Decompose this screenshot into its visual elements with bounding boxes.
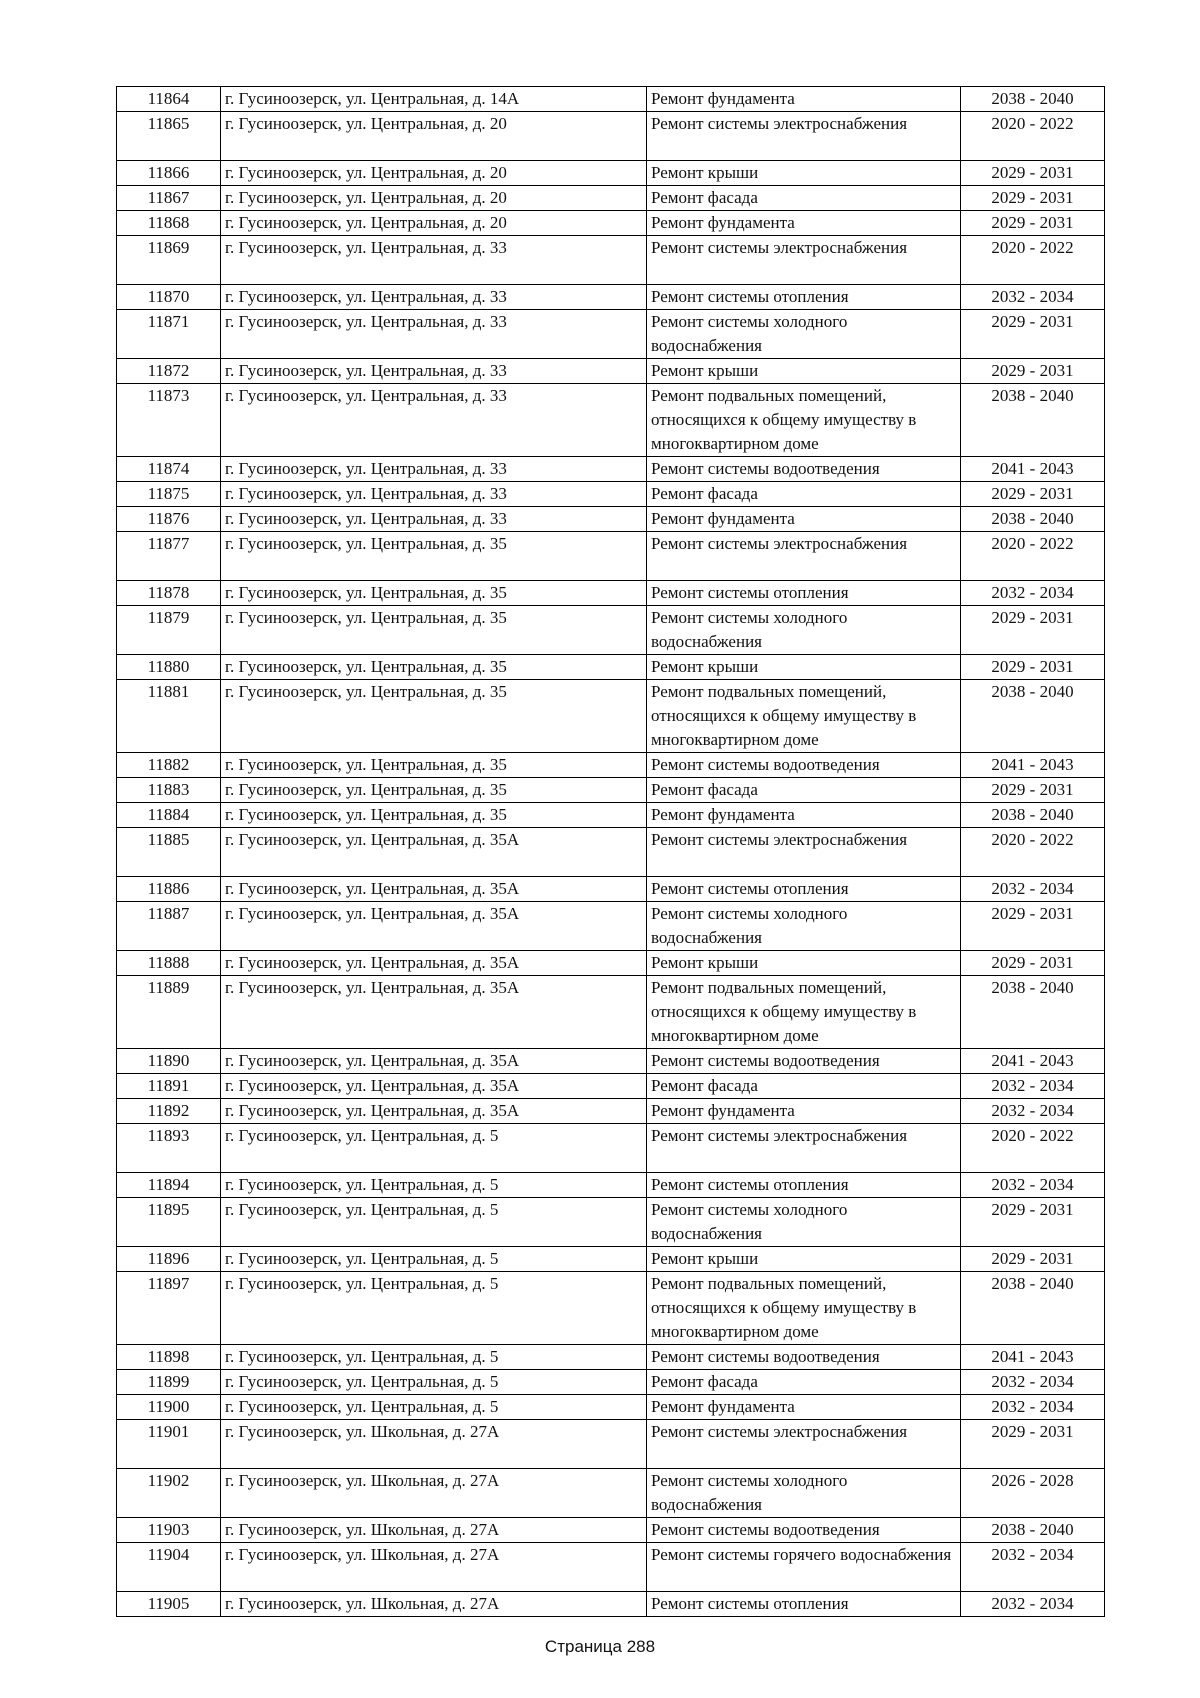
- address-cell: г. Гусиноозерск, ул. Центральная, д. 35: [221, 803, 647, 828]
- years-cell: 2038 - 2040: [961, 1518, 1105, 1543]
- address-cell: г. Гусиноозерск, ул. Центральная, д. 33: [221, 507, 647, 532]
- address-cell: г. Гусиноозерск, ул. Школьная, д. 27А: [221, 1543, 647, 1592]
- years-cell: 2029 - 2031: [961, 902, 1105, 951]
- row-number-cell: 11879: [117, 606, 221, 655]
- years-cell: 2041 - 2043: [961, 1049, 1105, 1074]
- table-row: [117, 1543, 1105, 1592]
- address-cell: г. Гусиноозерск, ул. Школьная, д. 27А: [221, 1518, 647, 1543]
- table-row: [117, 902, 1105, 951]
- work-type-cell: Ремонт системы холодного водоснабжения: [647, 606, 961, 655]
- table-row: [117, 655, 1105, 680]
- work-type-cell: Ремонт системы водоотведения: [647, 1518, 961, 1543]
- table-row: [117, 1049, 1105, 1074]
- table-row: [117, 211, 1105, 236]
- table-row: [117, 384, 1105, 457]
- address-cell: г. Гусиноозерск, ул. Центральная, д. 33: [221, 482, 647, 507]
- work-type-cell: Ремонт системы водоотведения: [647, 1049, 961, 1074]
- work-type-cell: Ремонт системы горячего водоснабжения: [647, 1543, 961, 1592]
- address-cell: г. Гусиноозерск, ул. Школьная, д. 27А: [221, 1420, 647, 1469]
- row-number-cell: 11878: [117, 581, 221, 606]
- work-type-cell: Ремонт фундамента: [647, 87, 961, 112]
- table-row: [117, 1469, 1105, 1518]
- table-row: [117, 1099, 1105, 1124]
- address-cell: г. Гусиноозерск, ул. Центральная, д. 5: [221, 1124, 647, 1173]
- work-type-cell: Ремонт фасада: [647, 778, 961, 803]
- row-number-cell: 11889: [117, 976, 221, 1049]
- address-cell: г. Гусиноозерск, ул. Центральная, д. 35: [221, 778, 647, 803]
- row-number-cell: 11899: [117, 1370, 221, 1395]
- row-number-cell: 11883: [117, 778, 221, 803]
- address-cell: г. Гусиноозерск, ул. Центральная, д. 35: [221, 606, 647, 655]
- years-cell: 2038 - 2040: [961, 384, 1105, 457]
- row-number-cell: 11877: [117, 532, 221, 581]
- years-cell: 2029 - 2031: [961, 951, 1105, 976]
- work-type-cell: Ремонт подвальных помещений, относящихся к общему имуществу в многоквартирном доме: [647, 384, 961, 457]
- table-row: [117, 359, 1105, 384]
- page-number: Страница 288: [544, 1637, 656, 1656]
- work-type-cell: Ремонт фасада: [647, 186, 961, 211]
- years-cell: 2029 - 2031: [961, 778, 1105, 803]
- table-row: [117, 1074, 1105, 1099]
- row-number-cell: 11885: [117, 828, 221, 877]
- years-cell: 2029 - 2031: [961, 186, 1105, 211]
- row-number-cell: 11886: [117, 877, 221, 902]
- work-type-cell: Ремонт системы отопления: [647, 1173, 961, 1198]
- table-row: [117, 1395, 1105, 1420]
- address-cell: г. Гусиноозерск, ул. Центральная, д. 35А: [221, 1049, 647, 1074]
- work-type-cell: Ремонт фундамента: [647, 507, 961, 532]
- table-row: [117, 1345, 1105, 1370]
- years-cell: 2032 - 2034: [961, 1099, 1105, 1124]
- work-type-cell: Ремонт крыши: [647, 951, 961, 976]
- years-cell: 2020 - 2022: [961, 532, 1105, 581]
- table-row: [117, 186, 1105, 211]
- address-cell: г. Гусиноозерск, ул. Центральная, д. 35А: [221, 951, 647, 976]
- table-row: [117, 1124, 1105, 1173]
- row-number-cell: 11891: [117, 1074, 221, 1099]
- table-row: [117, 877, 1105, 902]
- row-number-cell: 11896: [117, 1247, 221, 1272]
- row-number-cell: 11901: [117, 1420, 221, 1469]
- address-cell: г. Гусиноозерск, ул. Центральная, д. 35А: [221, 1099, 647, 1124]
- years-cell: 2029 - 2031: [961, 211, 1105, 236]
- table-row: [117, 112, 1105, 161]
- row-number-cell: 11903: [117, 1518, 221, 1543]
- address-cell: г. Гусиноозерск, ул. Центральная, д. 33: [221, 310, 647, 359]
- table-row: [117, 1173, 1105, 1198]
- table-row: [117, 1420, 1105, 1469]
- table-row: [117, 951, 1105, 976]
- row-number-cell: 11873: [117, 384, 221, 457]
- years-cell: 2038 - 2040: [961, 507, 1105, 532]
- work-type-cell: Ремонт фундамента: [647, 211, 961, 236]
- row-number-cell: 11865: [117, 112, 221, 161]
- row-number-cell: 11895: [117, 1198, 221, 1247]
- years-cell: 2026 - 2028: [961, 1469, 1105, 1518]
- address-cell: г. Гусиноозерск, ул. Центральная, д. 20: [221, 211, 647, 236]
- table-row: [117, 778, 1105, 803]
- address-cell: г. Гусиноозерск, ул. Центральная, д. 35: [221, 680, 647, 753]
- years-cell: 2032 - 2034: [961, 1543, 1105, 1592]
- years-cell: 2032 - 2034: [961, 581, 1105, 606]
- years-cell: 2020 - 2022: [961, 1124, 1105, 1173]
- table-row: [117, 482, 1105, 507]
- years-cell: 2029 - 2031: [961, 161, 1105, 186]
- years-cell: 2032 - 2034: [961, 1592, 1105, 1617]
- years-cell: 2032 - 2034: [961, 1395, 1105, 1420]
- address-cell: г. Гусиноозерск, ул. Центральная, д. 5: [221, 1198, 647, 1247]
- work-type-cell: Ремонт крыши: [647, 655, 961, 680]
- work-type-cell: Ремонт системы электроснабжения: [647, 236, 961, 285]
- address-cell: г. Гусиноозерск, ул. Центральная, д. 33: [221, 384, 647, 457]
- work-type-cell: Ремонт системы отопления: [647, 877, 961, 902]
- work-type-cell: Ремонт системы отопления: [647, 285, 961, 310]
- years-cell: 2041 - 2043: [961, 457, 1105, 482]
- table-row: [117, 161, 1105, 186]
- table-row: [117, 606, 1105, 655]
- table-row: [117, 828, 1105, 877]
- row-number-cell: 11902: [117, 1469, 221, 1518]
- row-number-cell: 11900: [117, 1395, 221, 1420]
- row-number-cell: 11898: [117, 1345, 221, 1370]
- address-cell: г. Гусиноозерск, ул. Центральная, д. 35А: [221, 828, 647, 877]
- years-cell: 2038 - 2040: [961, 87, 1105, 112]
- table-row: [117, 1272, 1105, 1345]
- years-cell: 2041 - 2043: [961, 753, 1105, 778]
- repair-schedule-table: [116, 86, 1105, 1617]
- table-row: [117, 1198, 1105, 1247]
- address-cell: г. Гусиноозерск, ул. Центральная, д. 5: [221, 1345, 647, 1370]
- row-number-cell: 11894: [117, 1173, 221, 1198]
- years-cell: 2041 - 2043: [961, 1345, 1105, 1370]
- row-number-cell: 11874: [117, 457, 221, 482]
- table-row: [117, 507, 1105, 532]
- row-number-cell: 11904: [117, 1543, 221, 1592]
- table-row: [117, 680, 1105, 753]
- work-type-cell: Ремонт фундамента: [647, 803, 961, 828]
- row-number-cell: 11866: [117, 161, 221, 186]
- work-type-cell: Ремонт системы холодного водоснабжения: [647, 902, 961, 951]
- row-number-cell: 11872: [117, 359, 221, 384]
- address-cell: г. Гусиноозерск, ул. Школьная, д. 27А: [221, 1592, 647, 1617]
- work-type-cell: Ремонт фасада: [647, 482, 961, 507]
- address-cell: г. Гусиноозерск, ул. Центральная, д. 33: [221, 359, 647, 384]
- years-cell: 2032 - 2034: [961, 1173, 1105, 1198]
- row-number-cell: 11867: [117, 186, 221, 211]
- years-cell: 2032 - 2034: [961, 285, 1105, 310]
- years-cell: 2029 - 2031: [961, 359, 1105, 384]
- address-cell: г. Гусиноозерск, ул. Центральная, д. 35А: [221, 902, 647, 951]
- table-row: [117, 581, 1105, 606]
- work-type-cell: Ремонт фасада: [647, 1074, 961, 1099]
- table-row: [117, 803, 1105, 828]
- row-number-cell: 11881: [117, 680, 221, 753]
- address-cell: г. Гусиноозерск, ул. Центральная, д. 35А: [221, 1074, 647, 1099]
- table-row: [117, 236, 1105, 285]
- work-type-cell: Ремонт системы водоотведения: [647, 753, 961, 778]
- address-cell: г. Гусиноозерск, ул. Центральная, д. 35: [221, 532, 647, 581]
- row-number-cell: 11870: [117, 285, 221, 310]
- work-type-cell: Ремонт крыши: [647, 161, 961, 186]
- years-cell: 2038 - 2040: [961, 803, 1105, 828]
- work-type-cell: Ремонт системы электроснабжения: [647, 112, 961, 161]
- table-row: [117, 285, 1105, 310]
- table-row: [117, 976, 1105, 1049]
- address-cell: г. Гусиноозерск, ул. Центральная, д. 35А: [221, 976, 647, 1049]
- row-number-cell: 11864: [117, 87, 221, 112]
- work-type-cell: Ремонт системы холодного водоснабжения: [647, 1469, 961, 1518]
- address-cell: г. Гусиноозерск, ул. Центральная, д. 35: [221, 581, 647, 606]
- table-row: [117, 1370, 1105, 1395]
- work-type-cell: Ремонт системы водоотведения: [647, 457, 961, 482]
- address-cell: г. Гусиноозерск, ул. Центральная, д. 33: [221, 285, 647, 310]
- work-type-cell: Ремонт фасада: [647, 1370, 961, 1395]
- table-row: [117, 532, 1105, 581]
- work-type-cell: Ремонт подвальных помещений, относящихся к общему имуществу в многоквартирном доме: [647, 1272, 961, 1345]
- address-cell: г. Гусиноозерск, ул. Центральная, д. 20: [221, 112, 647, 161]
- row-number-cell: 11897: [117, 1272, 221, 1345]
- table-row: [117, 1518, 1105, 1543]
- address-cell: г. Гусиноозерск, ул. Центральная, д. 35: [221, 753, 647, 778]
- table-row: [117, 753, 1105, 778]
- row-number-cell: 11868: [117, 211, 221, 236]
- work-type-cell: Ремонт фундамента: [647, 1395, 961, 1420]
- years-cell: 2029 - 2031: [961, 310, 1105, 359]
- row-number-cell: 11875: [117, 482, 221, 507]
- row-number-cell: 11905: [117, 1592, 221, 1617]
- years-cell: 2038 - 2040: [961, 976, 1105, 1049]
- table-row: [117, 87, 1105, 112]
- years-cell: 2029 - 2031: [961, 606, 1105, 655]
- address-cell: г. Гусиноозерск, ул. Центральная, д. 5: [221, 1247, 647, 1272]
- address-cell: г. Гусиноозерск, ул. Центральная, д. 33: [221, 236, 647, 285]
- address-cell: г. Гусиноозерск, ул. Центральная, д. 35: [221, 655, 647, 680]
- work-type-cell: Ремонт фундамента: [647, 1099, 961, 1124]
- table-body: [117, 87, 1105, 1617]
- address-cell: г. Гусиноозерск, ул. Школьная, д. 27А: [221, 1469, 647, 1518]
- table-row: [117, 310, 1105, 359]
- row-number-cell: 11888: [117, 951, 221, 976]
- years-cell: 2029 - 2031: [961, 1198, 1105, 1247]
- years-cell: 2020 - 2022: [961, 112, 1105, 161]
- work-type-cell: Ремонт системы электроснабжения: [647, 1124, 961, 1173]
- table-row: [117, 1592, 1105, 1617]
- address-cell: г. Гусиноозерск, ул. Центральная, д. 33: [221, 457, 647, 482]
- row-number-cell: 11876: [117, 507, 221, 532]
- row-number-cell: 11890: [117, 1049, 221, 1074]
- work-type-cell: Ремонт системы электроснабжения: [647, 828, 961, 877]
- years-cell: 2038 - 2040: [961, 1272, 1105, 1345]
- address-cell: г. Гусиноозерск, ул. Центральная, д. 5: [221, 1272, 647, 1345]
- work-type-cell: Ремонт подвальных помещений, относящихся к общему имуществу в многоквартирном доме: [647, 976, 961, 1049]
- row-number-cell: 11869: [117, 236, 221, 285]
- years-cell: 2020 - 2022: [961, 236, 1105, 285]
- address-cell: г. Гусиноозерск, ул. Центральная, д. 5: [221, 1173, 647, 1198]
- years-cell: 2029 - 2031: [961, 655, 1105, 680]
- years-cell: 2032 - 2034: [961, 1370, 1105, 1395]
- years-cell: 2029 - 2031: [961, 482, 1105, 507]
- row-number-cell: 11882: [117, 753, 221, 778]
- address-cell: г. Гусиноозерск, ул. Центральная, д. 5: [221, 1370, 647, 1395]
- work-type-cell: Ремонт системы водоотведения: [647, 1345, 961, 1370]
- years-cell: 2032 - 2034: [961, 1074, 1105, 1099]
- address-cell: г. Гусиноозерск, ул. Центральная, д. 35А: [221, 877, 647, 902]
- row-number-cell: 11892: [117, 1099, 221, 1124]
- work-type-cell: Ремонт крыши: [647, 1247, 961, 1272]
- address-cell: г. Гусиноозерск, ул. Центральная, д. 5: [221, 1395, 647, 1420]
- years-cell: 2038 - 2040: [961, 680, 1105, 753]
- work-type-cell: Ремонт системы холодного водоснабжения: [647, 310, 961, 359]
- address-cell: г. Гусиноозерск, ул. Центральная, д. 20: [221, 161, 647, 186]
- work-type-cell: Ремонт системы отопления: [647, 581, 961, 606]
- work-type-cell: Ремонт системы электроснабжения: [647, 532, 961, 581]
- years-cell: 2020 - 2022: [961, 828, 1105, 877]
- row-number-cell: 11871: [117, 310, 221, 359]
- address-cell: г. Гусиноозерск, ул. Центральная, д. 14А: [221, 87, 647, 112]
- address-cell: г. Гусиноозерск, ул. Центральная, д. 20: [221, 186, 647, 211]
- row-number-cell: 11884: [117, 803, 221, 828]
- row-number-cell: 11880: [117, 655, 221, 680]
- row-number-cell: 11887: [117, 902, 221, 951]
- years-cell: 2029 - 2031: [961, 1247, 1105, 1272]
- years-cell: 2029 - 2031: [961, 1420, 1105, 1469]
- row-number-cell: 11893: [117, 1124, 221, 1173]
- work-type-cell: Ремонт крыши: [647, 359, 961, 384]
- work-type-cell: Ремонт системы отопления: [647, 1592, 961, 1617]
- work-type-cell: Ремонт системы электроснабжения: [647, 1420, 961, 1469]
- work-type-cell: Ремонт системы холодного водоснабжения: [647, 1198, 961, 1247]
- table-row: [117, 1247, 1105, 1272]
- table-row: [117, 457, 1105, 482]
- work-type-cell: Ремонт подвальных помещений, относящихся к общему имуществу в многоквартирном доме: [647, 680, 961, 753]
- years-cell: 2032 - 2034: [961, 877, 1105, 902]
